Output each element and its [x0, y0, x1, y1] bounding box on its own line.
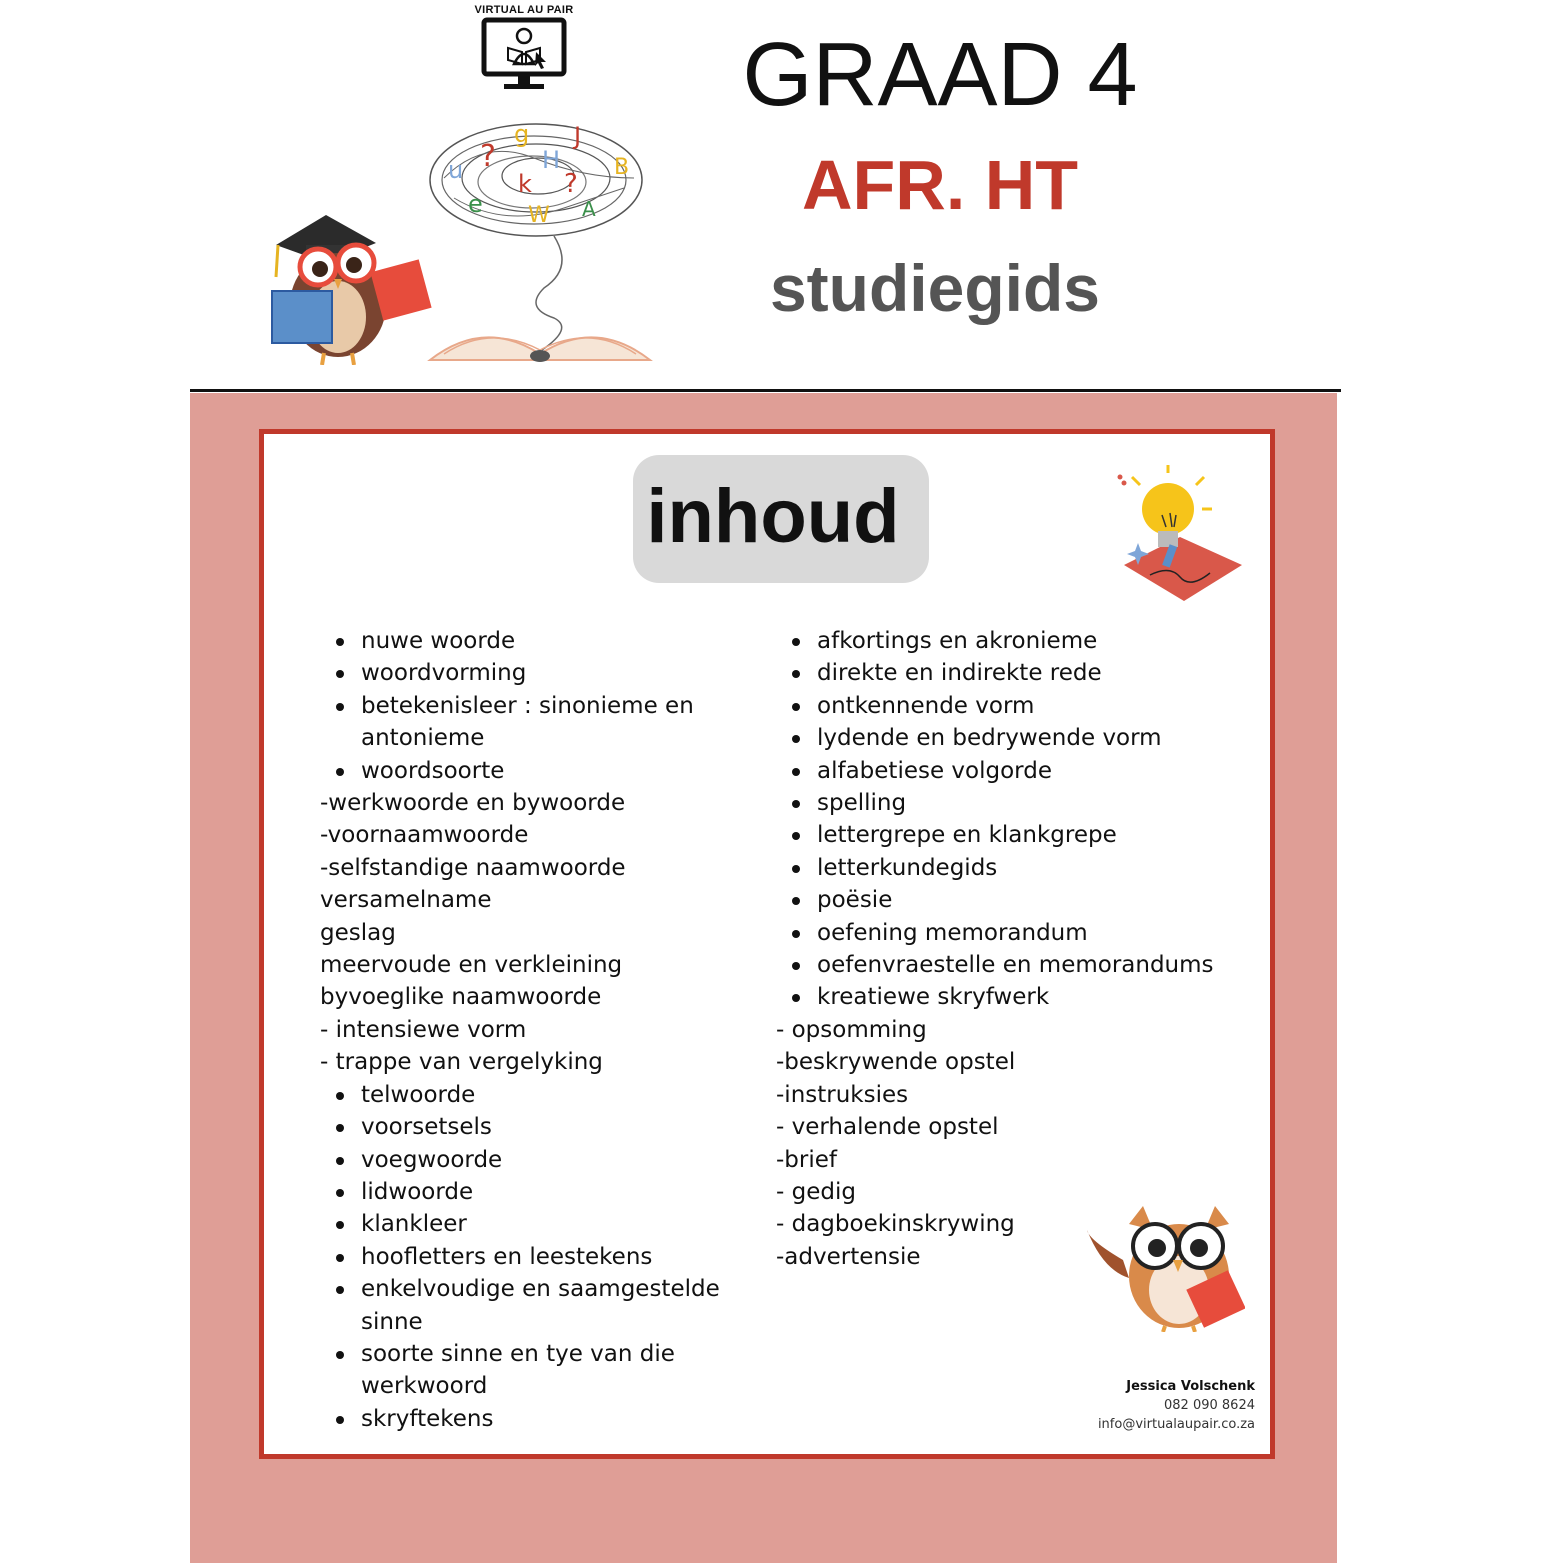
svg-text:H: H [542, 146, 561, 174]
tangled-letters-book-icon [424, 118, 656, 370]
bullet-list-item: woordvorming [320, 657, 760, 689]
lightbulb-pen-icon [1110, 465, 1246, 605]
sub-list-item: -werkwoorde en bywoorde [320, 790, 626, 817]
sub-list-item: - intensiewe vorm [320, 1016, 527, 1043]
contact-email[interactable]: info@virtualaupair.co.za [1097, 1417, 1255, 1432]
bullet-list-item: spelling [776, 787, 1236, 819]
sub-list-item: - trappe van vergelyking [320, 1049, 603, 1076]
sub-list-item: - verhalende opstel [776, 1114, 999, 1141]
svg-text:B: B [614, 155, 630, 180]
contact-name: Jessica Volschenk [1126, 1379, 1255, 1394]
bullet-list-item: betekenisleer : sinonieme en antonieme [320, 690, 760, 755]
owl-reading-icon [1083, 1200, 1245, 1332]
header-divider [190, 389, 1341, 392]
subject-title: AFR. HT [801, 146, 1079, 224]
svg-text:W: W [528, 203, 550, 228]
contents-list-left [320, 625, 760, 1435]
sub-list-item: - dagboekinskrywing [776, 1211, 1015, 1238]
svg-text:k: k [518, 170, 532, 198]
svg-text:g: g [514, 120, 530, 148]
bullet-list-item: skryftekens [320, 1403, 760, 1435]
svg-text:?: ? [480, 139, 496, 174]
bullet-list-item: kreatiewe skryfwerk [776, 981, 1236, 1013]
bullet-list-item: lettergrepe en klankgrepe [776, 819, 1236, 851]
bullet-list-item: telwoorde [320, 1079, 760, 1111]
sub-list-item: -beskrywende opstel [776, 1049, 1016, 1076]
svg-text:J: J [574, 122, 582, 150]
bullet-list-item: voegwoorde [320, 1144, 760, 1176]
bullet-list-item: enkelvoudige en saamgestelde sinne [320, 1273, 760, 1338]
bullet-list-item: hoofletters en leestekens [320, 1241, 760, 1273]
contents-heading: inhoud [646, 474, 900, 559]
svg-text:?: ? [564, 169, 578, 199]
sub-list-item: - gedig [776, 1178, 856, 1205]
bullet-list-item: direkte en indirekte rede [776, 657, 1236, 689]
bullet-list-item: nuwe woorde [320, 625, 760, 657]
svg-text:u: u [448, 156, 464, 184]
bullet-list-item: woordsoorte [320, 755, 760, 787]
bullet-list-item: lydende en bedrywende vorm [776, 722, 1236, 754]
bullet-list-item: afkortings en akronieme [776, 625, 1236, 657]
bullet-list-item: lidwoorde [320, 1176, 760, 1208]
sub-list-item: versamelname [320, 887, 492, 914]
bullet-list-item: soorte sinne en tye van die werkwoord [320, 1338, 760, 1403]
svg-text:e: e [468, 190, 483, 218]
owl-graduate-icon [266, 205, 436, 365]
monitor-teacher-icon [478, 16, 570, 92]
sub-list-item: -selfstandige naamwoorde [320, 854, 626, 881]
sub-list-item: -voornaamwoorde [320, 822, 529, 849]
bullet-list-item: klankleer [320, 1208, 760, 1240]
brand-logo-text: VIRTUAL AU PAIR [474, 4, 574, 16]
sub-list-item: meervoude en verkleining [320, 952, 623, 979]
study-guide-title: studiegids [769, 251, 1101, 325]
sub-list-item: -brief [776, 1146, 837, 1173]
contact-block [1040, 1377, 1255, 1434]
bullet-list-item: oefening memorandum [776, 917, 1236, 949]
sub-list-item: -instruksies [776, 1081, 909, 1108]
bullet-list-item: oefenvraestelle en memorandums [776, 949, 1236, 981]
bullet-list-item: ontkennende vorm [776, 690, 1236, 722]
contents-list-right [776, 625, 1236, 1273]
sub-list-item: - opsomming [776, 1016, 927, 1043]
brand-logo [474, 4, 574, 96]
bullet-list-item: poësie [776, 884, 1236, 916]
bullet-list-item: voorsetsels [320, 1111, 760, 1143]
sub-list-item: -advertensie [776, 1243, 921, 1270]
contents-heading-pill [633, 455, 929, 583]
grade-title: GRAAD 4 [742, 25, 1138, 125]
svg-text:A: A [582, 197, 596, 221]
contact-phone: 082 090 8624 [1164, 1398, 1255, 1413]
bullet-list-item: alfabetiese volgorde [776, 755, 1236, 787]
sub-list-item: geslag [320, 919, 396, 946]
bullet-list-item: letterkundegids [776, 852, 1236, 884]
sub-list-item: byvoeglike naamwoorde [320, 984, 602, 1011]
